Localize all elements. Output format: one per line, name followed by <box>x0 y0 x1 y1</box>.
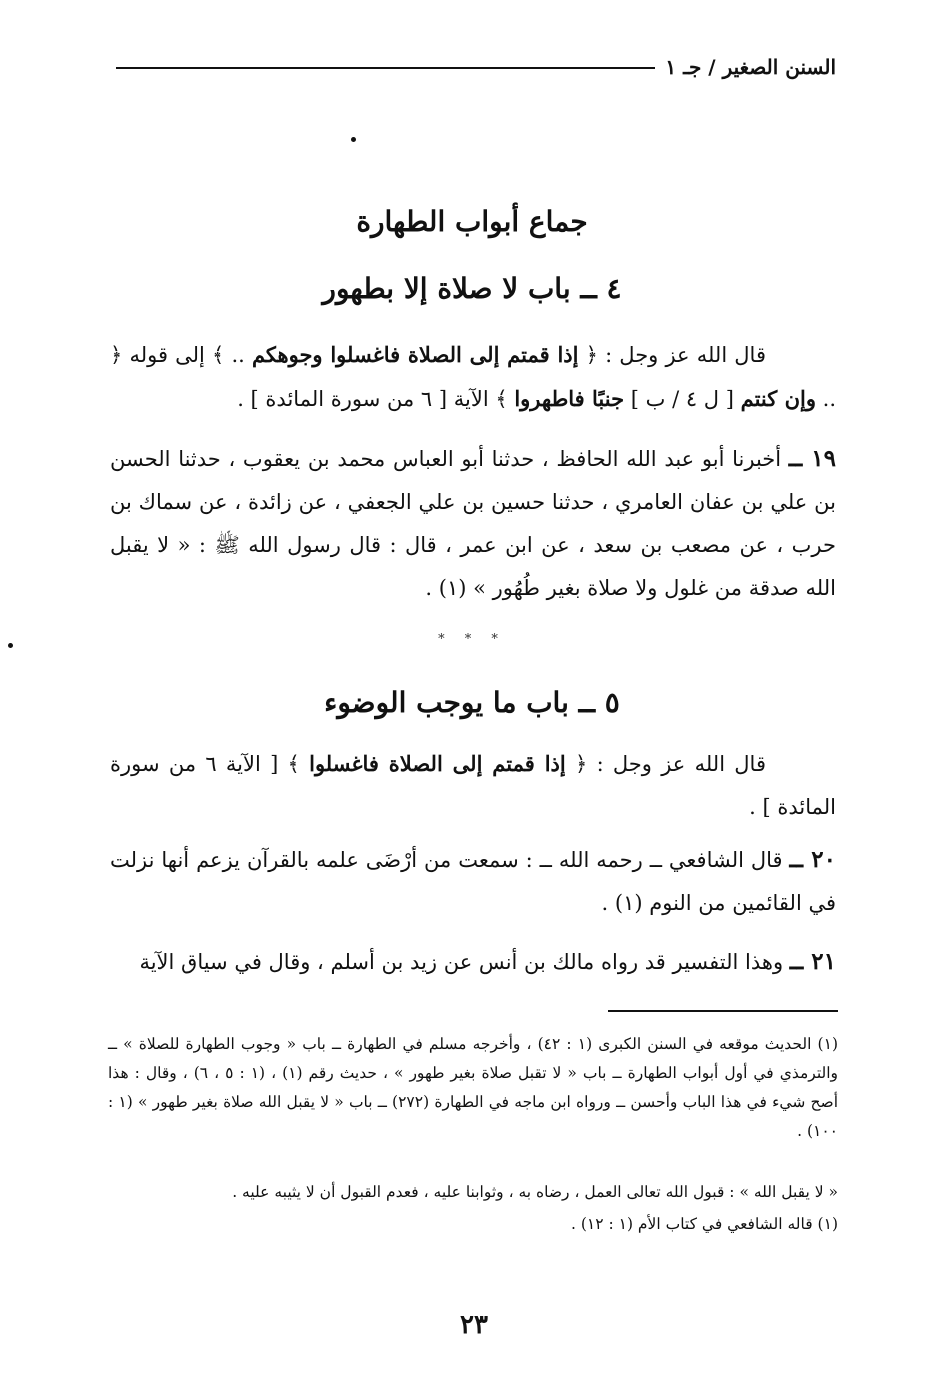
section-separator: * * * <box>438 632 506 647</box>
section-title: جماع أبواب الطهارة <box>356 205 588 238</box>
footnote-rule <box>608 1010 838 1012</box>
page-number: ٢٣ <box>460 1310 488 1340</box>
chapter-4-intro: قال الله عز وجل : ﴿ إذا قمتم إلى الصلاة فاغسلوا وجوهكم .. ﴾ إلى قوله ﴿ .. وإن كنتم [ ل ٤ / ب ] جنبًا فاطهروا ﴾ الآية [ ٦ من سورة المائدة ] . <box>110 342 836 411</box>
ink-dot <box>351 137 356 142</box>
chapter-5-intro: قال الله عز وجل : ﴿ إذا قمتم إلى الصلاة فاغسلوا ﴾ [ الآية ٦ من سورة المائدة ] . <box>110 751 836 819</box>
chapter-title-5: ٥ ــ باب ما يوجب الوضوء <box>324 686 620 719</box>
hadith-number: ٢١ ــ <box>789 948 836 975</box>
hadith-20 <box>110 838 836 925</box>
chapter-title-4: ٤ ــ باب لا صلاة إلا بطهور <box>322 272 622 305</box>
hadith-number: ٢٠ ــ <box>789 846 836 873</box>
hadith-21 <box>110 940 836 984</box>
header-rule <box>116 67 655 69</box>
footnote-gloss: « لا يقبل الله » : قبول الله تعالى العمل ، رضاه به ، وثوابنا عليه ، فعدم القبول أن لا يثيبه عليه . <box>232 1183 838 1201</box>
hadith-text: قال الشافعي ــ رحمه الله ــ : سمعت من أرْضَى علمه بالقرآن يزعم أنها نزلت في القائمين من النوم (١) . <box>110 848 836 915</box>
footnote-2: (١) قاله الشافعي في كتاب الأم (١ : ١٢) . <box>570 1215 838 1233</box>
hadith-19 <box>110 437 836 610</box>
hadith-text: وهذا التفسير قد رواه مالك بن أنس عن زيد بن أسلم ، وقال في سياق الآية <box>139 950 784 974</box>
running-title: السنن الصغير / جـ ١ <box>665 55 836 79</box>
hadith-text: أخبرنا أبو عبد الله الحافظ ، حدثنا أبو العباس محمد بن يعقوب ، حدثنا الحسن بن علي بن عفان العامري ، حدثنا حسين بن علي الجعفي ، عن زائدة ، عن سماك بن حرب ، عن مصعب بن سعد ، عن ابن عمر ، قال : قال رسول الله ﷺ : « لا يقبل الله صدقة من غلول ولا صلاة بغير طُهُور » (١) . <box>110 447 836 600</box>
hadith-number: ١٩ ــ <box>788 445 836 472</box>
ink-dot <box>8 643 13 648</box>
footnote-1: (١) الحديث موقعه في السنن الكبرى (١ : ٤٢) ، وأخرجه مسلم في الطهارة ــ باب « وجوب الطهارة للصلاة » ــ والترمذي في أول أبواب الطهارة ــ باب « لا تقبل صلاة بغير طهور » ، حديث رقم (١) ، (١ : ٥ ، ٦) ، وقال : هذا أصح شيء في هذا الباب وأحسن ــ ورواه ابن ماجه في الطهارة (٢٧٢) ــ باب « لا يقبل الله صلاة بغير طهور » (١ : ١٠٠) . <box>108 1035 839 1140</box>
running-header <box>116 52 836 82</box>
